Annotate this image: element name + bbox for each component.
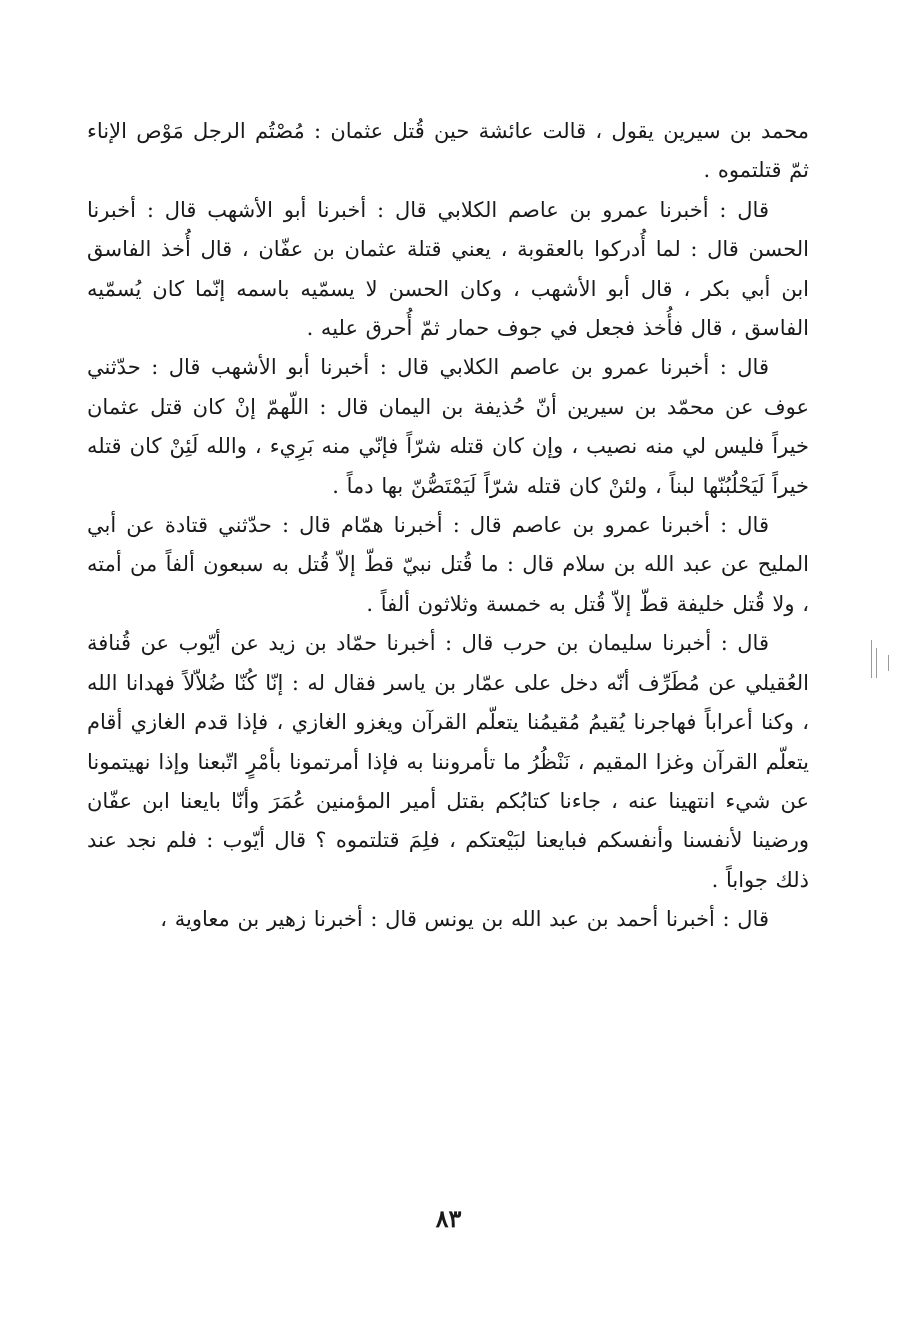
paragraph-2: قال : أخبرنا عمرو بن عاصم الكلابي قال : أخبرنا أبو الأشهب قال : أخبرنا الحسن قال : لما أُدركوا بالعقوبة ، يعني قتلة عثمان بن عفّان ، قال أُخذ الفاسق ابن أبي بكر ، قال أبو الأشهب ، وكان الحسن لا يسمّيه باسمه إنّما كان يُسمّيه الفاسق ، قال فأُخذ فجعل في جوف حمار ثمّ أُحرق عليه . <box>87 197 809 341</box>
scan-artifact-line <box>871 640 872 678</box>
paragraph-6: قال : أخبرنا أحمد بن عبد الله بن يونس قال : أخبرنا زهير بن معاوية ، <box>160 907 769 932</box>
scan-artifact-line <box>876 648 877 678</box>
paragraph-1: محمد بن سيرين يقول ، قالت عائشة حين قُتل عثمان : مُصْتُم الرجل مَوْص الإناء ثمّ قتلتموه . <box>87 119 809 183</box>
scan-artifact-line <box>888 655 889 671</box>
page-number: ٨٣ <box>435 1204 462 1233</box>
paragraph-3: قال : أخبرنا عمرو بن عاصم الكلابي قال : أخبرنا أبو الأشهب قال : حدّثني عوف عن محمّد بن سيرين أنّ حُذيفة بن اليمان قال : اللّهمّ إنْ كان قتل عثمان خيراً فليس لي منه نصيب ، وإن كان قتله شرّاً فإنّي منه بَرِيء ، والله لَئِنْ كان قتله خيراً لَيَحْلُبُنّها لبناً ، ولئنْ كان قتله شرّاً لَيَمْتَصُّنّ بها دماً . <box>87 355 809 498</box>
paragraph-4: قال : أخبرنا عمرو بن عاصم قال : أخبرنا همّام قال : حدّثني قتادة عن أبي المليح عن عبد الله بن سلام قال : ما قُتل نبيّ قطّ إلاّ قُتل به سبعون ألفاً من أمته ، ولا قُتل خليفة قطّ إلاّ قُتل به خمسة وثلاثون ألفاً . <box>87 513 809 616</box>
body-text <box>87 112 809 940</box>
paragraph-5: قال : أخبرنا سليمان بن حرب قال : أخبرنا حمّاد بن زيد عن أيّوب عن قُنافة العُقيلي عن مُطَرِّف أنّه دخل على عمّار بن ياسر فقال له : إنّا كُنّا ضُلاّلاً فهدانا الله ، وكنا أعراباً فهاجرنا يُقيمُ مُقيمُنا يتعلّم القرآن ويغزو الغازي ، فإذا قدم الغازي أقام يتعلّم القرآن وغزا المقيم ، نَنْظُرُ ما تأمروننا به فإذا أمرتمونا بأمْرٍ اتّبعنا وإذا نهيتمونا عن شيء انتهينا عنه ، جاءنا كتابُكم بقتل أمير المؤمنين عُمَرَ وأنّا بايعنا ابن عفّان ورضينا لأنفسنا وأنفسكم فبايعنا لبَيْعتكم ، فلِمَ قتلتموه ؟ قال أيّوب : فلم نجد عند ذلك جواباً . <box>87 631 809 892</box>
